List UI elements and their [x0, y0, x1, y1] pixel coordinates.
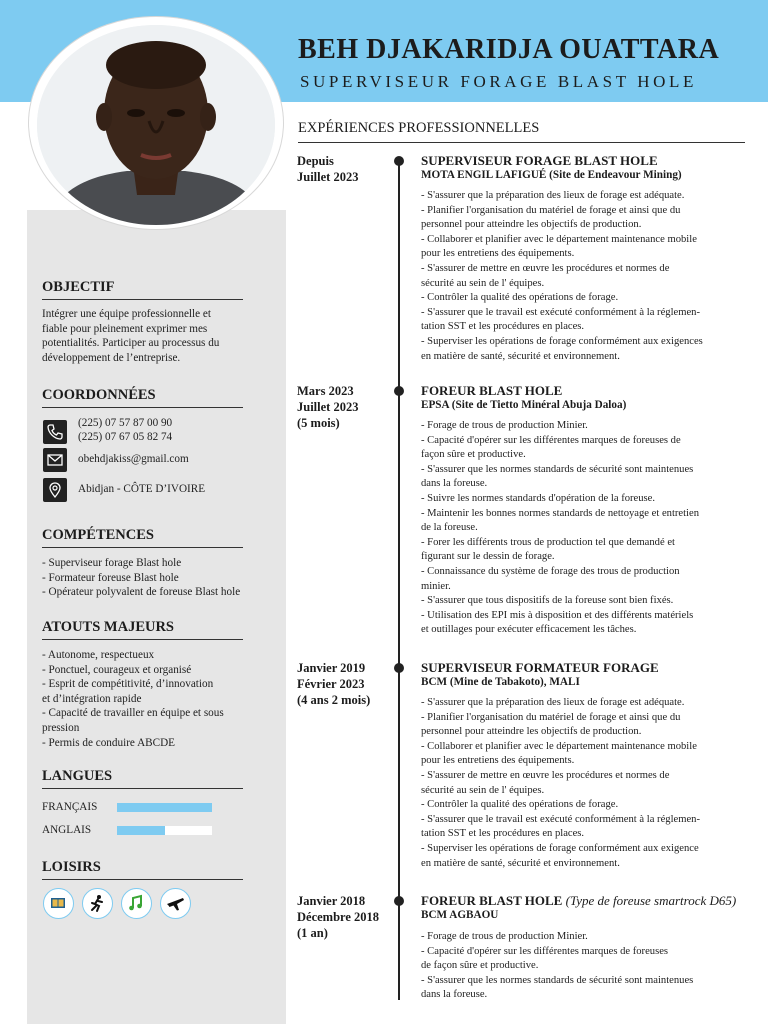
- list-item: et d’intégration rapide: [42, 692, 142, 705]
- timeline-dot: [394, 386, 404, 396]
- task-line: minier.: [421, 580, 451, 592]
- objectif-title: OBJECTIF: [42, 279, 243, 300]
- competences-list: [42, 556, 257, 600]
- phone-number: (225) 07 57 87 00 90: [78, 417, 173, 429]
- task-line: sécurité au sein de l' équipes.: [421, 277, 545, 289]
- task-line: personnel pour atteindre les objectifs de production.: [421, 219, 642, 231]
- list-item: pression: [42, 721, 80, 734]
- task-line: - Utilisation des EPI mis à disposition et des différents matériels: [421, 609, 694, 621]
- task-line: - S'assurer que les normes standards de sécurité sont maintenues: [421, 463, 694, 475]
- list-item: - Formateur foreuse Blast hole: [42, 571, 179, 584]
- timeline-dot: [394, 663, 404, 673]
- date-line: Juillet 2023: [297, 170, 359, 184]
- task-line: - S'assurer que le travail est exécuté conformément à la réglemen-: [421, 306, 700, 318]
- task-line: en matière de santé, sécurité et environnement.: [421, 350, 620, 362]
- job-title: SUPERVISEUR FORMATEUR FORAGE: [421, 660, 659, 675]
- job-title: [421, 893, 736, 909]
- date-line: Mars 2023: [297, 384, 354, 398]
- task-line: pour les entretiens des équipements.: [421, 755, 575, 767]
- job-title: SUPERVISEUR FORAGE BLAST HOLE: [421, 153, 658, 168]
- atouts-list: [42, 648, 257, 750]
- experiences-title: EXPÉRIENCES PROFESSIONNELLES: [298, 120, 745, 143]
- running-icon: [82, 888, 113, 919]
- task-line: en matière de santé, sécurité et environnement.: [421, 857, 620, 869]
- language-level-fill: [117, 803, 212, 812]
- job-company: MOTA ENGIL LAFIGUÉ (Site de Endeavour Mining): [421, 169, 682, 181]
- job-company: EPSA (Site de Tietto Minéral Abuja Daloa): [421, 399, 627, 411]
- experience-dates: [297, 153, 392, 185]
- list-item: - Esprit de compétitivité, d’innovation: [42, 678, 214, 691]
- language-level-bar: [117, 826, 212, 835]
- task-line: dans la foreuse.: [421, 478, 488, 490]
- list-item: - Autonome, respectueux: [42, 649, 155, 661]
- objectif-line: fiable pour pleinement exprimer mes: [42, 322, 208, 335]
- timeline-line: [398, 160, 400, 1000]
- date-line: (1 an): [297, 926, 328, 940]
- list-item: - Ponctuel, courageux et organisé: [42, 663, 192, 676]
- objectif-text: [42, 307, 257, 365]
- task-line: - Superviser les opérations de forage conformément aux exigence: [421, 842, 699, 854]
- date-line: (4 ans 2 mois): [297, 693, 371, 707]
- list-item: - Permis de conduire ABCDE: [42, 736, 175, 749]
- language-level-fill: [117, 826, 165, 835]
- music-icon: [121, 888, 152, 919]
- task-line: - Forage de trous de production Minier.: [421, 420, 588, 431]
- job-title-text: FOREUR BLAST HOLE: [421, 893, 563, 908]
- task-line: - Superviser les opérations de forage conformément aux exigences: [421, 335, 703, 347]
- langues-title: LANGUES: [42, 768, 243, 789]
- task-line: - Capacité d'opérer sur les différentes marques de foreuses de: [421, 434, 681, 446]
- task-line: - Capacité d'opérer sur les différentes marques de foreuses: [421, 945, 669, 957]
- task-line: - Forage de trous de production Minier.: [421, 931, 588, 942]
- task-line: de façon sûre et productive.: [421, 960, 539, 972]
- person-portrait-icon: [37, 25, 275, 225]
- candidate-job-title: SUPERVISEUR FORAGE BLAST HOLE: [300, 72, 697, 91]
- experience-dates: [297, 660, 392, 708]
- task-line: - Maintenir les bonnes normes standards de nettoyage et entretien: [421, 507, 699, 519]
- task-line: tation SST et les procédures en places.: [421, 321, 585, 333]
- mail-icon: [43, 448, 67, 472]
- date-line: Décembre 2018: [297, 910, 380, 924]
- date-line: Juillet 2023: [297, 400, 359, 414]
- phone-number: (225) 07 67 05 82 74: [78, 431, 173, 443]
- list-item: - Capacité de travailler en équipe et sous: [42, 707, 224, 720]
- task-line: - Planifier l'organisation du matériel de forage et ainsi que du: [421, 711, 681, 723]
- job-tasks: [421, 930, 766, 1003]
- book-icon: [43, 888, 74, 919]
- task-line: personnel pour atteindre les objectifs de production.: [421, 726, 642, 738]
- loisirs-title: LOISIRS: [42, 859, 243, 880]
- competences-title: COMPÉTENCES: [42, 527, 243, 548]
- task-line: - Collaborer et planifier avec le département maintenance mobile: [421, 233, 697, 245]
- coordonnees-title: COORDONNÉES: [42, 387, 243, 408]
- language-level-bar: [117, 803, 212, 812]
- objectif-line: développement de l’entreprise.: [42, 351, 181, 364]
- postal-address: Abidjan - CÔTE D’IVOIRE: [78, 483, 206, 495]
- task-line: - Planifier l'organisation du matériel de forage et ainsi que du: [421, 204, 681, 216]
- task-line: - S'assurer que tous dispositifs de la foreuse sont bien fixés.: [421, 595, 674, 607]
- objectif-line: potentialités. Participer au processus du: [42, 337, 220, 350]
- task-line: et outillages pour exécuter efficacement les tâches.: [421, 624, 637, 636]
- date-line: (5 mois): [297, 416, 340, 430]
- task-line: - Contrôler la qualité des opérations de forage.: [421, 292, 619, 304]
- job-tasks: [421, 696, 766, 871]
- task-line: - Contrôler la qualité des opérations de forage.: [421, 799, 619, 811]
- job-company: BCM (Mine de Tabakoto), MALI: [421, 676, 580, 688]
- candidate-name: BEH DJAKARIDJA OUATTARA: [298, 34, 720, 65]
- date-line: Février 2023: [297, 677, 365, 691]
- task-line: pour les entretiens des équipements.: [421, 248, 575, 260]
- experience-dates: [297, 893, 392, 941]
- job-tasks: [421, 419, 766, 638]
- email-address: obehdjakiss@gmail.com: [78, 453, 189, 465]
- date-line: Janvier 2018: [297, 894, 366, 908]
- date-line: Janvier 2019: [297, 661, 366, 675]
- task-line: - S'assurer de mettre en œuvre les procédures et normes de: [421, 262, 670, 274]
- task-line: sécurité au sein de l' équipes.: [421, 784, 545, 796]
- date-line: Depuis: [297, 154, 334, 168]
- task-line: dans la foreuse.: [421, 989, 488, 1001]
- profile-photo: [37, 25, 275, 225]
- task-line: - S'assurer que la préparation des lieux de forage est adéquate.: [421, 697, 685, 708]
- task-line: figurant sur le dessin de forage.: [421, 551, 555, 563]
- task-line: - Suivre les normes standards d'opération de la foreuse.: [421, 492, 656, 504]
- task-line: - S'assurer de mettre en œuvre les procédures et normes de: [421, 769, 670, 781]
- language-label: FRANÇAIS: [42, 801, 98, 813]
- job-title-note: (Type de foreuse smartrock D65): [565, 893, 737, 908]
- task-line: - Forer les différents trous de production tel que demandé et: [421, 536, 675, 548]
- list-item: - Superviseur forage Blast hole: [42, 557, 182, 569]
- task-line: façon sûre et productive.: [421, 449, 526, 461]
- language-label: ANGLAIS: [42, 824, 92, 836]
- task-line: - S'assurer que les normes standards de sécurité sont maintenues: [421, 974, 694, 986]
- objectif-line: Intégrer une équipe professionnelle et: [42, 308, 211, 320]
- job-tasks: [421, 189, 766, 364]
- task-line: de la foreuse.: [421, 522, 478, 534]
- timeline-dot: [394, 156, 404, 166]
- atouts-title: ATOUTS MAJEURS: [42, 619, 243, 640]
- task-line: - Connaissance du système de forage des trous de production: [421, 565, 680, 577]
- job-title: FOREUR BLAST HOLE: [421, 383, 563, 398]
- timeline-dot: [394, 896, 404, 906]
- experience-dates: [297, 383, 392, 431]
- job-company: BCM AGBAOU: [421, 909, 499, 921]
- list-item: - Opérateur polyvalent de foreuse Blast hole: [42, 586, 241, 599]
- airplane-icon: [160, 888, 191, 919]
- task-line: - S'assurer que le travail est exécuté conformément à la réglemen-: [421, 813, 700, 825]
- task-line: - S'assurer que la préparation des lieux de forage est adéquate.: [421, 190, 685, 201]
- location-pin-icon: [43, 478, 67, 502]
- task-line: - Collaborer et planifier avec le département maintenance mobile: [421, 740, 697, 752]
- task-line: tation SST et les procédures en places.: [421, 828, 585, 840]
- phone-icon: [43, 420, 67, 444]
